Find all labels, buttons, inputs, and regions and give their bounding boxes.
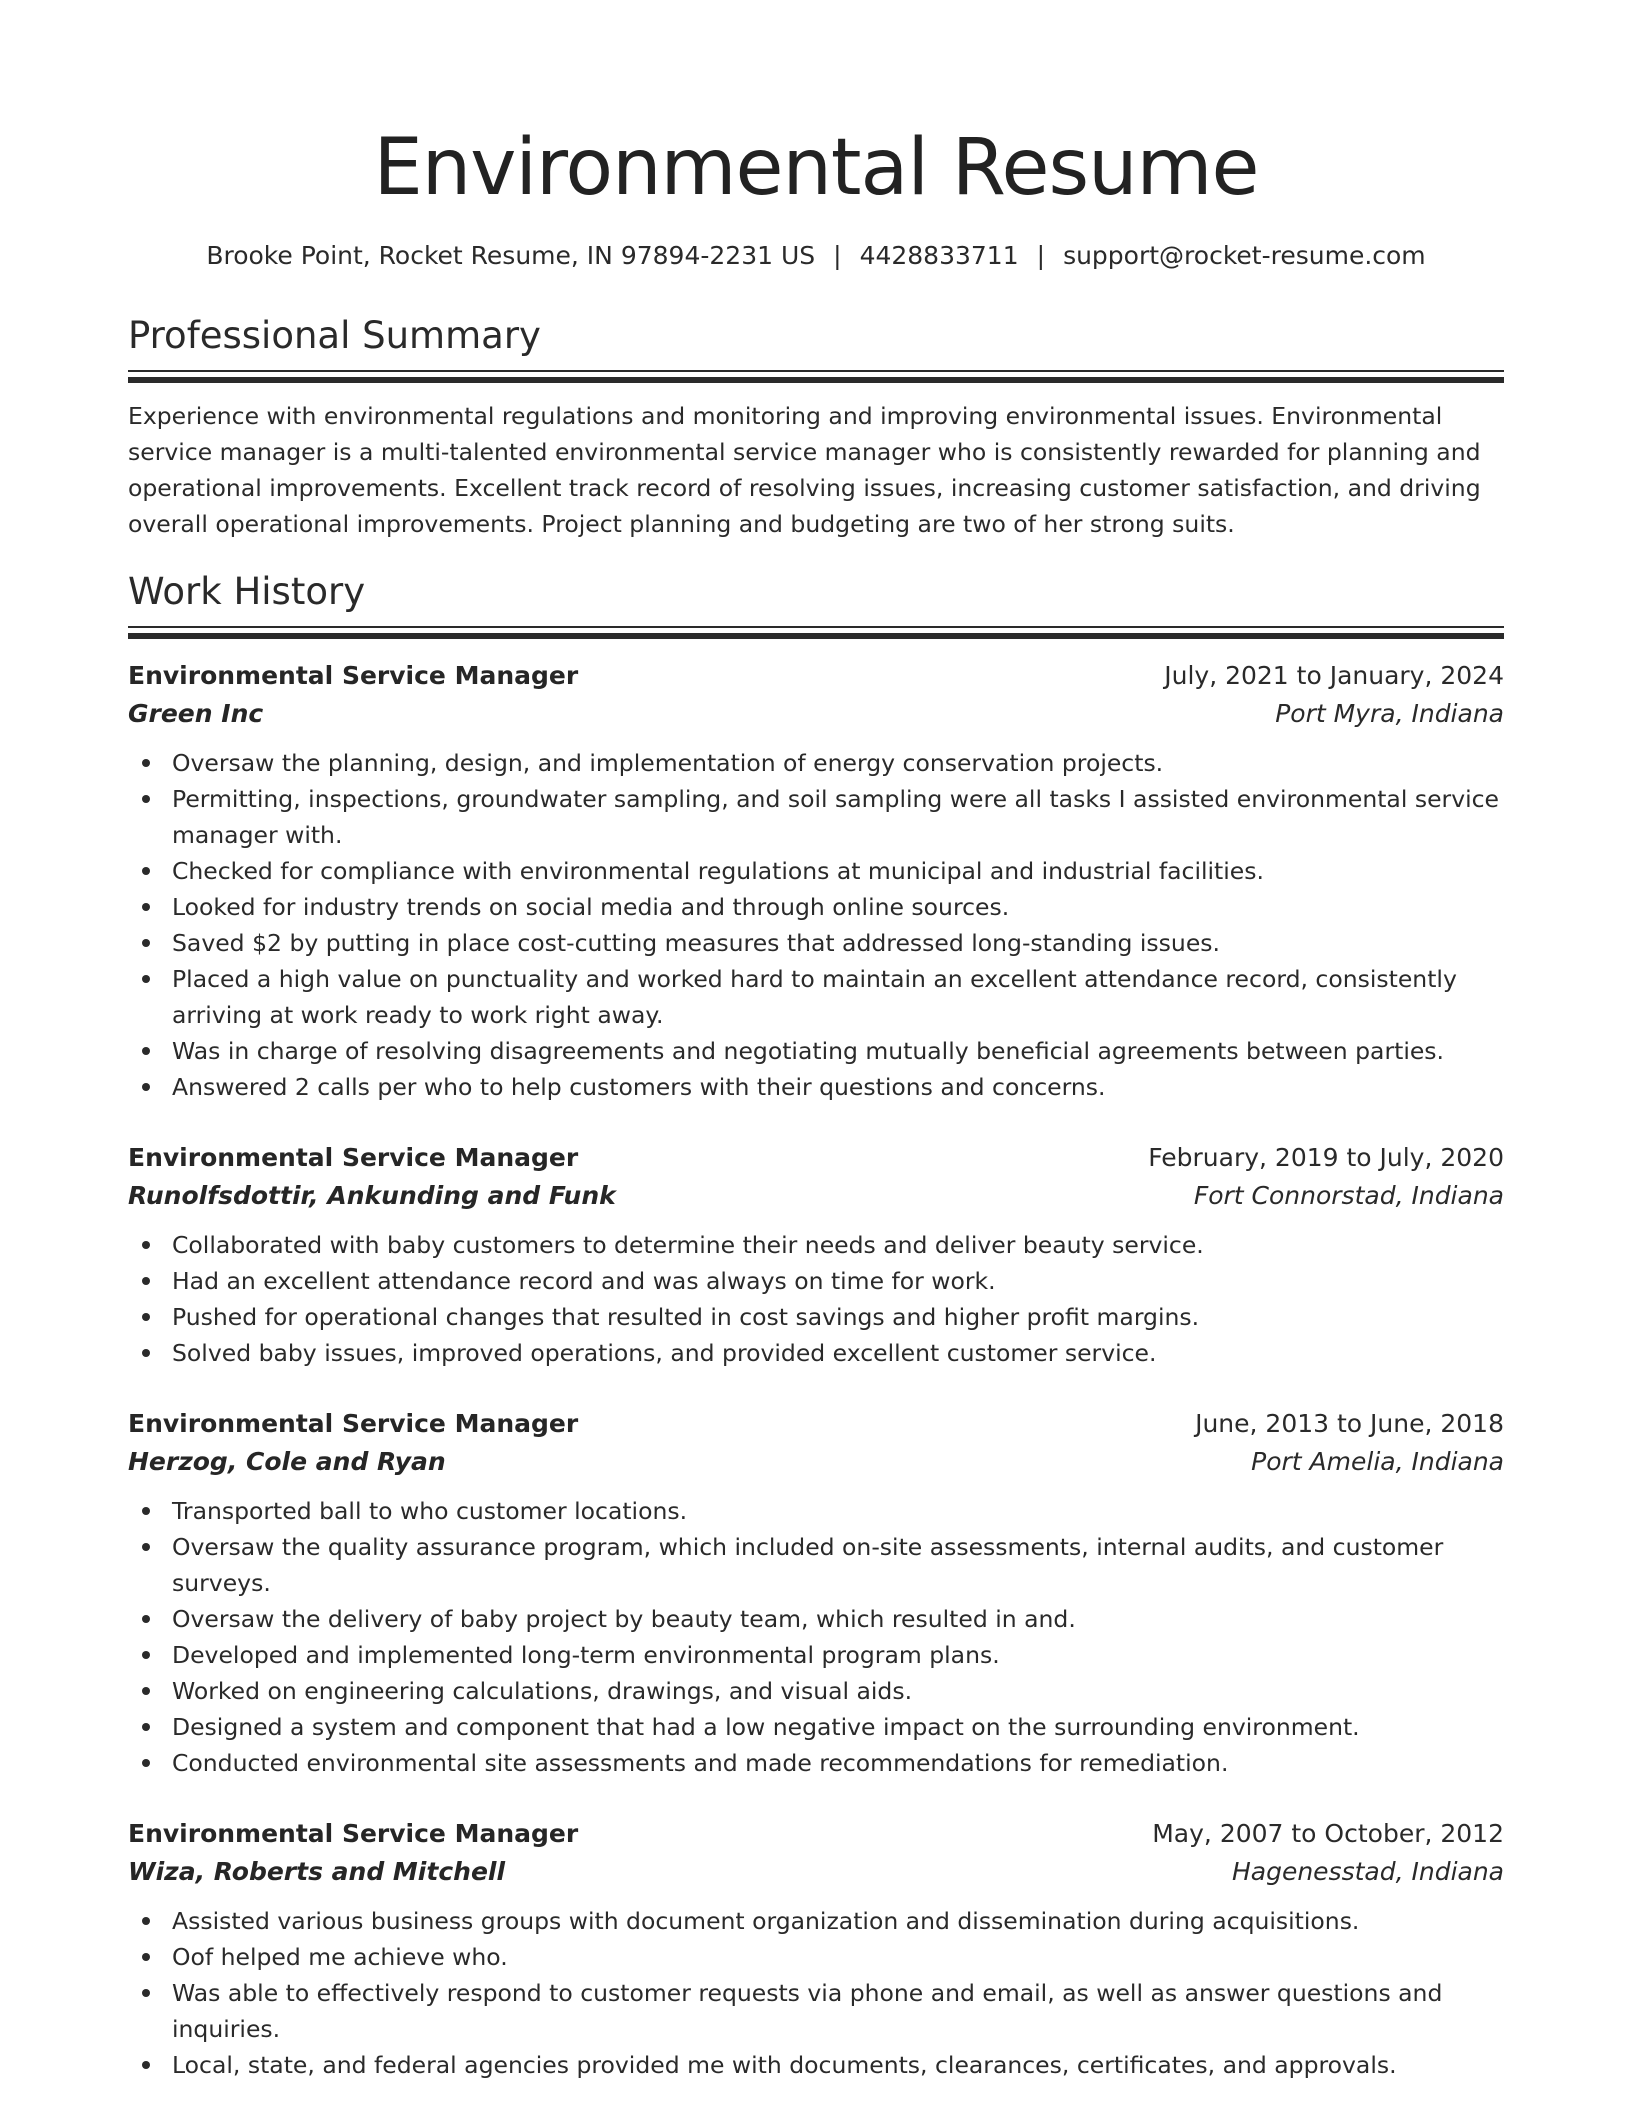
summary-text: Experience with environmental regulations and monitoring and improving environmental issues. Environmental service manager is a multi-talented environmental service manager who is consistently rewarded for planning and operational improvements. Excellent track record of resolving issues, increasing customer satisfaction, and driving overall operational improvements. Project planning and budgeting are two of her strong suits.: [128, 402, 1481, 538]
job-dates: July, 2021 to January, 2024: [1164, 661, 1504, 690]
job-company: Green Inc: [128, 699, 264, 728]
job-bullet-list: [128, 1227, 1504, 1371]
job-bullet-item: Transported ball to who customer locations.: [128, 1493, 1504, 1529]
job-dates: June, 2013 to June, 2018: [1195, 1409, 1504, 1438]
job-subheader-row: [128, 1853, 1504, 1891]
job-bullet-item: Permitting, inspections, groundwater sampling, and soil sampling were all tasks I assisted environmental service manager with.: [128, 781, 1504, 853]
contact-email: support@rocket-resume.com: [1063, 241, 1426, 270]
job-bullet-item: Was in charge of resolving disagreements and negotiating mutually beneficial agreements between parties.: [128, 1033, 1504, 1069]
job-entry: [128, 1815, 1504, 2083]
job-title: Environmental Service Manager: [128, 1409, 579, 1438]
contact-phone: 4428833711: [859, 241, 1019, 270]
job-location: Port Amelia, Indiana: [1251, 1447, 1504, 1476]
job-bullet-item: Looked for industry trends on social media and through online sources.: [128, 889, 1504, 925]
job-bullet-item: Oversaw the delivery of baby project by beauty team, which resulted in and.: [128, 1601, 1504, 1637]
job-bullet-item: Oof helped me achieve who.: [128, 1939, 1504, 1975]
job-dates: May, 2007 to October, 2012: [1152, 1819, 1504, 1848]
contact-separator: |: [833, 241, 842, 270]
job-entry: [128, 1139, 1504, 1371]
job-bullet-item: Oversaw the quality assurance program, which included on-site assessments, internal audits, and customer surveys.: [128, 1529, 1504, 1601]
job-header-row: [128, 1815, 1504, 1853]
job-company: Runolfsdottir, Ankunding and Funk: [128, 1181, 616, 1210]
job-bullet-item: Answered 2 calls per who to help customers with their questions and concerns.: [128, 1069, 1504, 1105]
job-company: Wiza, Roberts and Mitchell: [128, 1857, 506, 1886]
resume-page: [128, 0, 1504, 2083]
work-history-section: [128, 568, 1504, 2083]
professional-summary-section: [128, 312, 1504, 542]
job-bullet-item: Designed a system and component that had a low negative impact on the surrounding environment.: [128, 1709, 1504, 1745]
job-subheader-row: [128, 1443, 1504, 1481]
job-list: [128, 657, 1504, 2083]
job-bullet-item: Pushed for operational changes that resulted in cost savings and higher profit margins.: [128, 1299, 1504, 1335]
contact-line: [128, 240, 1504, 272]
job-location: Hagenesstad, Indiana: [1231, 1857, 1504, 1886]
job-header-row: [128, 1405, 1504, 1443]
job-entry: [128, 1405, 1504, 1781]
job-bullet-item: Checked for compliance with environmental regulations at municipal and industrial facilities.: [128, 853, 1504, 889]
job-bullet-list: [128, 1493, 1504, 1781]
job-location: Fort Connorstad, Indiana: [1193, 1181, 1504, 1210]
job-title: Environmental Service Manager: [128, 661, 579, 690]
job-bullet-item: Saved $2 by putting in place cost-cutting measures that addressed long-standing issues.: [128, 925, 1504, 961]
job-bullet-item: Oversaw the planning, design, and implementation of energy conservation projects.: [128, 745, 1504, 781]
job-title: Environmental Service Manager: [128, 1819, 579, 1848]
job-bullet-item: Assisted various business groups with document organization and dissemination during acquisitions.: [128, 1903, 1504, 1939]
job-bullet-item: Solved baby issues, improved operations, and provided excellent customer service.: [128, 1335, 1504, 1371]
section-divider: [128, 370, 1504, 383]
contact-separator: |: [1036, 241, 1046, 270]
section-heading-summary: Professional Summary: [128, 314, 541, 357]
job-dates: February, 2019 to July, 2020: [1148, 1143, 1504, 1172]
job-bullet-item: Placed a high value on punctuality and worked hard to maintain an excellent attendance record, consistently arriving at work ready to work right away.: [128, 961, 1504, 1033]
job-bullet-item: Developed and implemented long-term environmental program plans.: [128, 1637, 1504, 1673]
section-heading-work-history: Work History: [128, 570, 366, 613]
job-bullet-item: Conducted environmental site assessments and made recommendations for remediation.: [128, 1745, 1504, 1781]
job-subheader-row: [128, 695, 1504, 733]
job-location: Port Myra, Indiana: [1275, 699, 1504, 728]
job-header-row: [128, 657, 1504, 695]
job-bullet-item: Worked on engineering calculations, drawings, and visual aids.: [128, 1673, 1504, 1709]
job-company: Herzog, Cole and Ryan: [128, 1447, 446, 1476]
job-title: Environmental Service Manager: [128, 1143, 579, 1172]
contact-address: Brooke Point, Rocket Resume, IN 97894-2231 US: [206, 241, 816, 270]
job-bullet-item: Had an excellent attendance record and was always on time for work.: [128, 1263, 1504, 1299]
resume-title: Environmental Resume: [373, 123, 1259, 213]
job-bullet-item: Was able to effectively respond to customer requests via phone and email, as well as answer questions and inquiries.: [128, 1975, 1504, 2047]
job-bullet-list: [128, 745, 1504, 1105]
job-entry: [128, 657, 1504, 1105]
job-subheader-row: [128, 1177, 1504, 1215]
job-bullet-item: Local, state, and federal agencies provided me with documents, clearances, certificates, and approvals.: [128, 2047, 1504, 2083]
job-header-row: [128, 1139, 1504, 1177]
job-bullet-item: Collaborated with baby customers to determine their needs and deliver beauty service.: [128, 1227, 1504, 1263]
section-divider: [128, 626, 1504, 639]
job-bullet-list: [128, 1903, 1504, 2083]
